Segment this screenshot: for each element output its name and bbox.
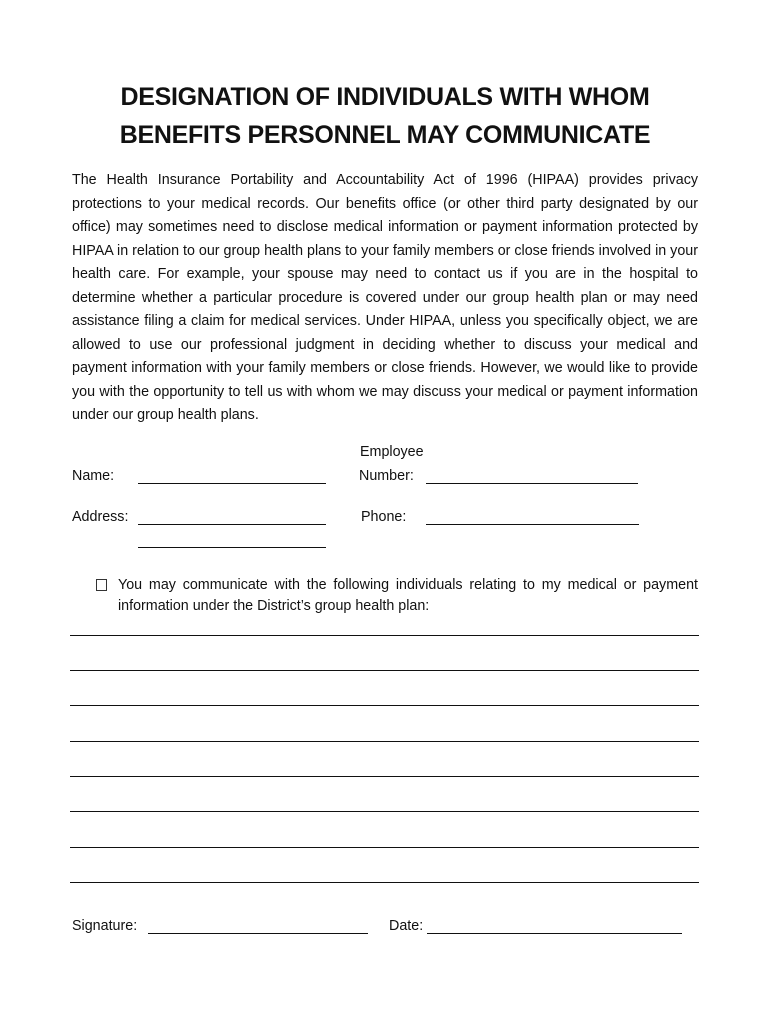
phone-field[interactable] — [426, 524, 639, 525]
individuals-line-6[interactable] — [70, 811, 699, 812]
address-field-line-1[interactable] — [138, 524, 326, 525]
individuals-line-5[interactable] — [70, 776, 699, 777]
signature-field[interactable] — [148, 933, 368, 934]
name-label: Name: — [72, 468, 115, 484]
employee-label: Employee — [360, 444, 424, 460]
authorization-checkbox-row — [96, 575, 698, 617]
title-line-1: DESIGNATION OF INDIVIDUALS WITH WHOM — [120, 83, 650, 111]
date-label: Date: — [389, 918, 424, 934]
title-line-2: BENEFITS PERSONNEL MAY COMMUNICATE — [119, 121, 651, 149]
date-field[interactable] — [427, 933, 682, 934]
intro-paragraph: The Health Insurance Portability and Accountability Act of 1996 (HIPAA) provides privacy protections to your medical records. Our benefits office (or other third party designated by our office) may sometimes need to disclose medical information or payment information protected by HIPAA in relation to our group health plans to your family members or close friends involved in your health care. For example, your spouse may need to contact us if you are in the hospital to determine whether a particular procedure is covered under our group health plan or may need assistance filing a claim for medical services. Under HIPAA, unless you specifically object, we are allowed to use our professional judgment in deciding whether to discuss your medical and payment information with your family members or close friends. However, we would like to provide you with the opportunity to tell us with whom we may discuss your medical or payment information under our group health plans. — [72, 172, 698, 423]
phone-label: Phone: — [361, 509, 407, 525]
individuals-line-8[interactable] — [70, 882, 699, 883]
individuals-line-3[interactable] — [70, 705, 699, 706]
form-title — [60, 78, 710, 154]
individuals-line-1[interactable] — [70, 635, 699, 636]
name-field[interactable] — [138, 483, 326, 484]
individuals-line-2[interactable] — [70, 670, 699, 671]
address-label: Address: — [72, 509, 129, 525]
authorization-checkbox[interactable] — [96, 579, 107, 591]
authorization-text: You may communicate with the following individuals relating to my medical or payment information under the District’s group health plan: — [118, 577, 698, 614]
employee-number-label: Number: — [359, 468, 414, 484]
signature-label: Signature: — [72, 918, 138, 934]
individuals-line-4[interactable] — [70, 741, 699, 742]
individuals-line-7[interactable] — [70, 847, 699, 848]
address-field-line-2[interactable] — [138, 547, 326, 548]
employee-number-field[interactable] — [426, 483, 638, 484]
